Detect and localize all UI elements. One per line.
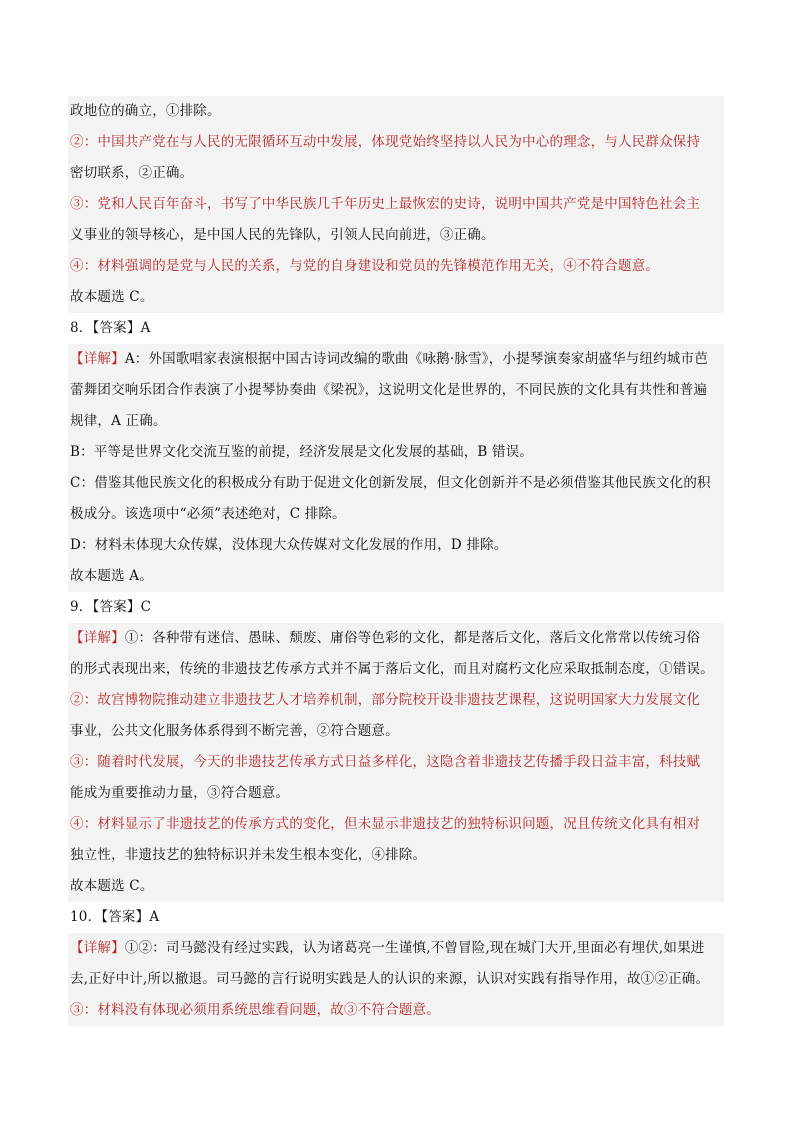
- question-number: 8．: [70, 320, 93, 336]
- answer-explanation-block: [68, 96, 724, 1026]
- text-line: D：材料未体现大众传媒，没体现大众传媒对文化发展的作用，D 排除。: [70, 537, 508, 553]
- detail-line: [68, 623, 724, 654]
- text-line: 义事业的领导核心，是中国人民的先锋队，引领人民向前进，③正确。: [70, 227, 495, 243]
- answer-label: 【答案】: [101, 909, 150, 925]
- text-line: C：借鉴其他民族文化的积极成分有助于促进文化创新发展，但文化创新并不是必须借鉴其他民族文化的积: [70, 475, 711, 491]
- answer-line: [68, 902, 724, 933]
- text-line: 独立性，非遗技艺的独特标识并未发生根本变化，④排除。: [70, 847, 427, 863]
- text-line: 蕾舞团交响乐团合作表演了小提琴协奏曲《梁祝》，这说明文化是世界的，不同民族的文化具有共性和普遍: [70, 382, 708, 398]
- detail-line: [68, 933, 724, 964]
- text-line: B：平等是世界文化交流互鉴的前提，经济发展是文化发展的基础，B 错误。: [70, 444, 534, 460]
- text-line: 故本题选 C。: [70, 289, 154, 305]
- text-line: ④：材料显示了非遗技艺的传承方式的变化，但未显示非遗技艺的独特标识问题，况且传统文化具有相对: [70, 816, 701, 832]
- text-line: 的形式表现出来，传统的非遗技艺传承方式并不属于落后文化，而且对腐朽文化应采取抵制态度，①错误。: [70, 661, 714, 677]
- answer-value: A: [149, 909, 160, 925]
- detail-label: 【详解】: [70, 351, 125, 367]
- detail-label: 【详解】: [70, 630, 125, 646]
- text-line: 故本题选 C。: [70, 878, 154, 894]
- answer-line: [68, 313, 724, 344]
- answer-label: 【答案】: [92, 320, 141, 336]
- text-line: 密切联系，②正确。: [70, 165, 194, 181]
- answer-value: C: [140, 599, 152, 615]
- text-line: ③：随着时代发展，今天的非遗技艺传承方式日益多样化，这隐含着非遗技艺传播手段日益丰富，科技赋: [70, 754, 701, 770]
- question-number: 9．: [70, 599, 93, 615]
- detail-text: ①：各种带有迷信、愚昧、颓废、庸俗等色彩的文化，都是落后文化，落后文化常常以传统习俗: [124, 630, 701, 646]
- text-line: 规律，A 正确。: [70, 413, 167, 429]
- text-line: 事业，公共文化服务体系得到不断完善，②符合题意。: [70, 723, 399, 739]
- answer-value: A: [140, 320, 151, 336]
- answer-label: 【答案】: [92, 599, 141, 615]
- text-line: ④：材料强调的是党与人民的关系，与党的自身建设和党员的先锋模范作用无关，④不符合题意。: [70, 258, 660, 274]
- detail-text: ①②：司马懿没有经过实践，认为诸葛亮一生谨慎,不曾冒险,现在城门大开,里面必有埋伏,如果进: [124, 940, 705, 956]
- text-line: 故本题选 A。: [70, 568, 153, 584]
- text-line: 能成为重要推动力量，③符合题意。: [70, 785, 290, 801]
- text-line: 极成分。该选项中“必须”表述绝对，C 排除。: [70, 506, 346, 522]
- text-line: 政地位的确立，①排除。: [70, 103, 221, 119]
- text-line: 去,正好中计,所以撤退。司马懿的言行说明实践是人的认识的来源，认识对实践有指导作用，故①②正确。: [70, 971, 710, 987]
- answer-line: [68, 592, 724, 623]
- question-number: 10．: [70, 909, 102, 925]
- text-line: ③：材料没有体现必须用系统思维看问题，故③不符合题意。: [70, 1002, 440, 1018]
- detail-label: 【详解】: [70, 940, 125, 956]
- text-line: ③：党和人民百年奋斗，书写了中华民族几千年历史上最恢宏的史诗，说明中国共产党是中国特色社会主: [70, 196, 701, 212]
- detail-text: A：外国歌唱家表演根据中国古诗词改编的歌曲《咏鹅·脉雪》，小提琴演奏家胡盛华与纽约城市芭: [124, 351, 708, 367]
- text-line: ②：中国共产党在与人民的无限循环互动中发展，体现党始终坚持以人民为中心的理念，与人民群众保持: [70, 134, 701, 150]
- text-line: ②：故宫博物院推动建立非遗技艺人才培养机制，部分院校开设非遗技艺课程，这说明国家大力发展文化: [70, 692, 701, 708]
- detail-line: [68, 344, 724, 375]
